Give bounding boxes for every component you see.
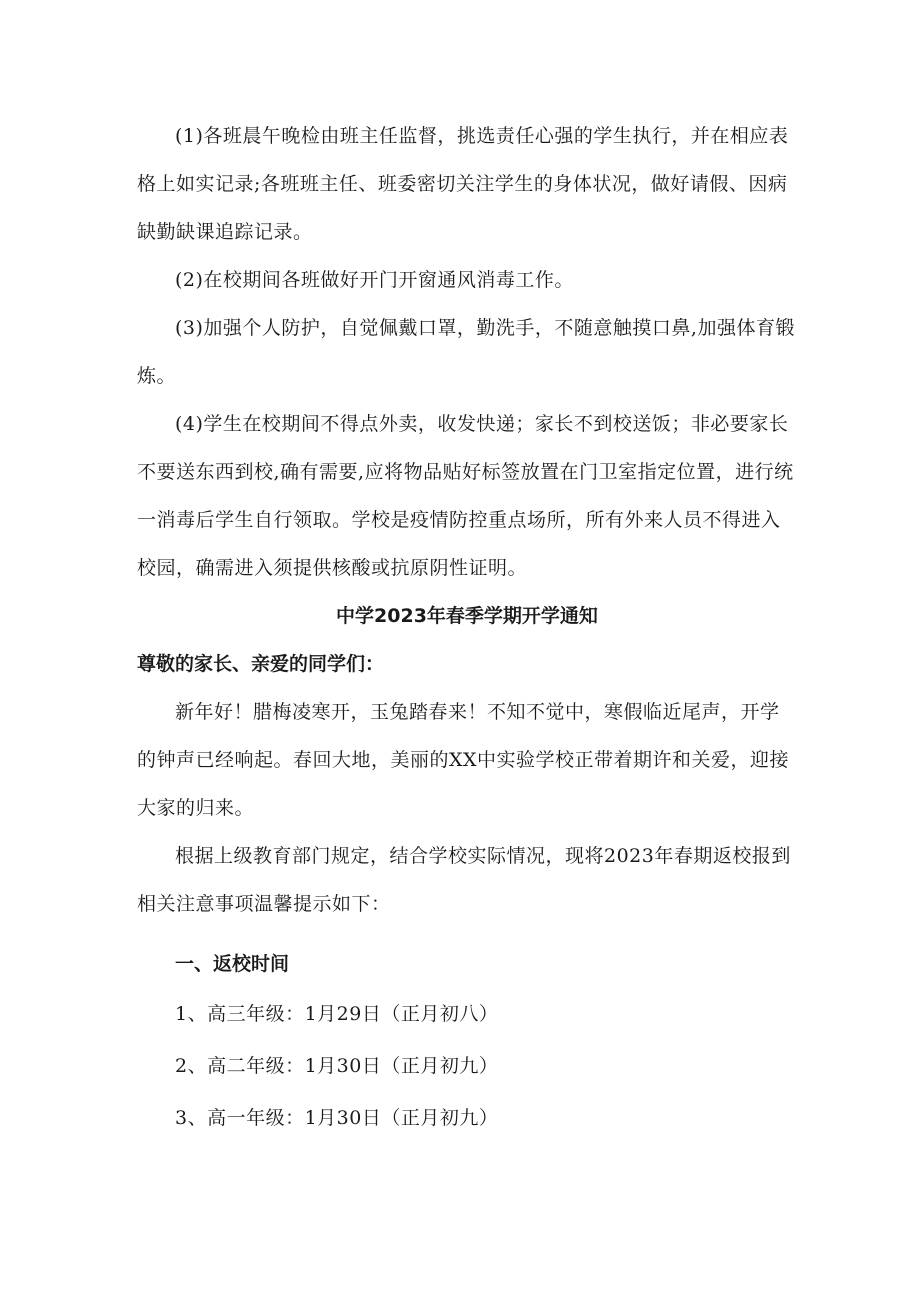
list-item: 1、高三年级：1月29日（正月初八）	[175, 1003, 499, 1025]
notice-paragraph-1: 新年好！腊梅凌寒开，玉兔踏春来！不知不觉中，寒假临近尾声，开学的钟声已经响起。春回大地，美丽的XX中实验学校正带着期许和关爱，迎接大家的归来。	[137, 701, 790, 819]
measure-paragraph-2: (2)在校期间各班做好开门开窗通风消毒工作。	[175, 269, 574, 291]
notice-paragraph-2: 根据上级教育部门规定，结合学校实际情况，现将2023年春期返校报到相关注意事项温馨提示如下：	[137, 845, 791, 915]
section-heading-return-time: 一、返校时间	[175, 953, 290, 975]
document-page	[137, 112, 797, 1144]
measure-paragraph-3: (3)加强个人防护，自觉佩戴口罩，勤洗手，不随意触摸口鼻,加强体育锻炼。	[137, 317, 795, 387]
measure-paragraph-4: (4)学生在校期间不得点外卖，收发快递；家长不到校送饭；非必要家长不要送东西到校,确有需要,应将物品贴好标签放置在门卫室指定位置，进行统一消毒后学生自行领取。学校是疫情防控重点场所，所有外来人员不得进入校园，确需进入须提供核酸或抗原阴性证明。	[137, 413, 794, 579]
list-item: 3、高一年级：1月30日（正月初九）	[175, 1107, 499, 1129]
salutation: 尊敬的家长、亲爱的同学们：	[137, 653, 385, 675]
list-item: 2、高二年级：1月30日（正月初九）	[175, 1055, 499, 1077]
notice-title: 中学2023年春季学期开学通知	[336, 605, 598, 627]
measure-paragraph-1: (1)各班晨午晚检由班主任监督，挑选责任心强的学生执行，并在相应表格上如实记录;各班班主任、班委密切关注学生的身体状况，做好请假、因病缺勤缺课追踪记录。	[137, 125, 789, 243]
